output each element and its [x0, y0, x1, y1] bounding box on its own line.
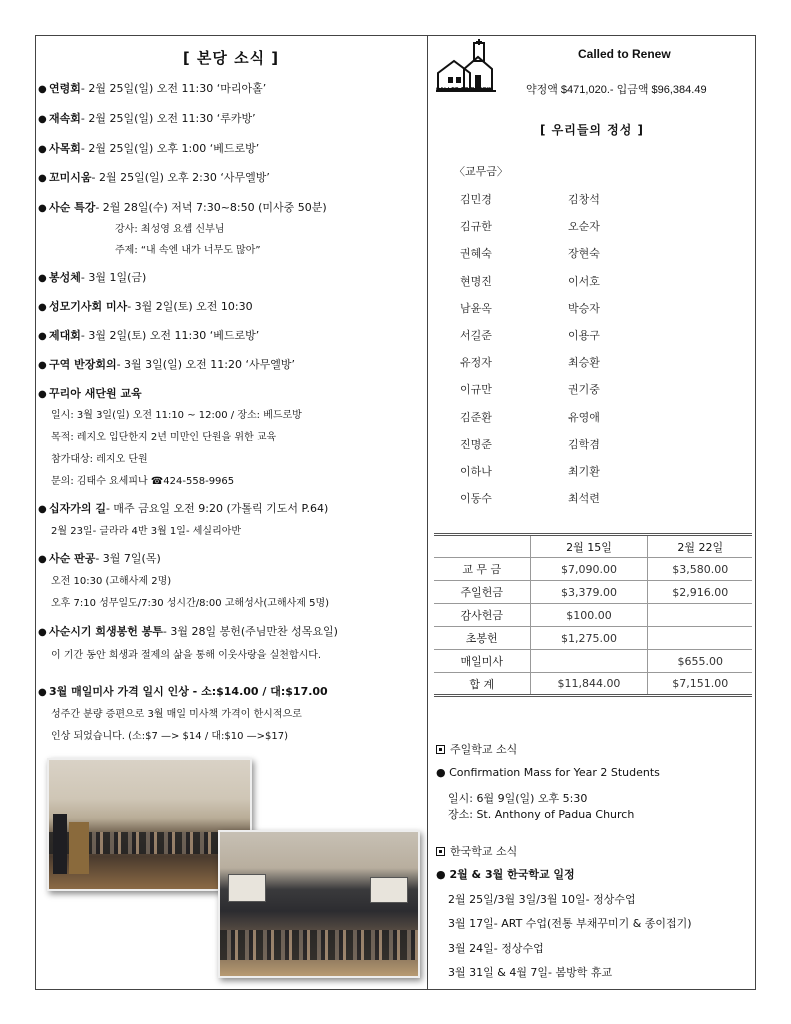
offering-title: [ 우리들의 정성 ] — [539, 123, 645, 137]
logo-text: CALLED TO RENEW — [436, 87, 493, 93]
news-item: ● 연령회- 2월 25일(일) 오전 11:30 ‘마리아홀’ — [38, 82, 267, 95]
news-item: ● 십자가의 길- 매주 금요일 오전 9:20 (가톨릭 기도서 P.64) — [38, 502, 329, 515]
lecture-photo — [218, 830, 420, 978]
square-bullet-icon — [436, 847, 445, 856]
news-item: ● 재속회- 2월 25일(일) 오전 11:30 ‘루카방’ — [38, 112, 256, 125]
bullet-icon: ● — [38, 687, 47, 698]
korean-school-title: 한국학교 소식 — [436, 843, 517, 859]
square-bullet-icon — [436, 745, 445, 754]
curia-line: 참가대상: 레지오 단원 — [51, 454, 148, 465]
table-header-row — [434, 535, 752, 558]
column-header: 2월 22일 — [648, 535, 752, 558]
projection-screen — [228, 874, 266, 902]
bullet-icon: ● — [38, 84, 47, 95]
table-row: 매일미사 $655.00 — [434, 650, 752, 673]
table-row: 주일헌금 $3,379.00 $2,916.00 — [434, 581, 752, 604]
news-item: ● 제대회- 3월 2일(토) 오전 11:30 ‘베드로방’ — [38, 329, 260, 342]
parish-news-title: [ 본당 소식 ] — [182, 49, 280, 67]
korean-school-item: ● 2월 & 3월 한국학교 일정 — [436, 868, 575, 881]
cross-schedule: 2월 23일- 글라라 4반 3월 1일- 세실리아반 — [51, 526, 242, 537]
bullet-icon: ● — [38, 273, 47, 284]
donor-row: 유정자 최승환 — [460, 356, 600, 370]
table-row: 감사헌금 $100.00 — [434, 604, 752, 627]
news-item: ● 사순 특강- 2월 28일(수) 저녁 7:30~8:50 (미사중 50분) — [38, 201, 327, 214]
news-item: ● 봉성체- 3월 1일(금) — [38, 271, 147, 284]
donor-row: 이규만 권기중 — [460, 383, 600, 397]
donor-row: 김규한 오순자 — [460, 220, 600, 234]
sunday-school-title: 주일학교 소식 — [436, 741, 517, 757]
donor-row: 이동수 최석련 — [460, 492, 600, 506]
donor-list — [460, 191, 720, 517]
korean-school-line: 2월 25일/3월 3일/3월 10일- 정상수업 — [448, 893, 636, 906]
bullet-icon: ● — [38, 302, 47, 313]
donor-row: 서길준 이용구 — [460, 328, 600, 342]
confession-line: 오후 7:10 성무일도/7:30 성시간/8:00 고해성사(고해사제 5명) — [51, 598, 330, 609]
news-item: ● 3월 매일미사 가격 일시 인상 - 소:$14.00 / 대:$17.00 — [38, 685, 328, 698]
donor-row: 권혜숙 장현숙 — [460, 247, 600, 261]
donor-row: 남윤옥 박승자 — [460, 301, 600, 315]
bullet-icon: ● — [38, 144, 47, 155]
parish-news-column — [35, 35, 427, 990]
news-item: ● 사순 판공- 3월 7일(목) — [38, 552, 161, 565]
curia-line: 목적: 레지오 입단한지 2년 미만인 단원을 위한 교육 — [51, 432, 277, 443]
news-item: ● 구역 반장회의- 3월 3일(일) 오전 11:20 ‘사무엘방’ — [38, 358, 295, 371]
dues-label: 〈교무금〉 — [454, 165, 508, 178]
bullet-icon: ● — [38, 114, 47, 125]
lecture-speaker: 강사: 최성영 요셉 신부님 — [115, 224, 225, 235]
table-row: 교 무 금 $7,090.00 $3,580.00 — [434, 558, 752, 581]
sacrifice-line: 이 기간 동안 희생과 절제의 삶을 통해 이웃사랑을 실천합시다. — [51, 650, 322, 661]
column-header: 2월 15일 — [530, 535, 648, 558]
podium — [69, 822, 89, 874]
bullet-icon: ● — [38, 203, 47, 214]
news-item: ● 꾸리아 새단원 교육 — [38, 387, 142, 400]
confession-line: 오전 10:30 (고해사제 2명) — [51, 576, 172, 587]
bullet-icon: ● — [38, 554, 47, 565]
bullet-icon: ● — [38, 389, 47, 400]
news-item: ● 꼬미시움- 2월 25일(일) 오후 2:30 ‘사무엘방’ — [38, 171, 270, 184]
korean-school-line: 3월 31일 & 4월 7일- 봄방학 휴교 — [448, 966, 613, 979]
bullet-icon: ● — [38, 173, 47, 184]
bullet-icon: ● — [38, 627, 47, 638]
donor-row: 현명진 이서호 — [460, 274, 600, 288]
speaker-figure — [53, 814, 67, 874]
news-item: ● 사순시기 희생봉헌 봉투- 3월 28일 봉헌(주님만찬 성목요일) — [38, 625, 338, 638]
curia-line: 문의: 김태수 요세피나 ☎424-558-9965 — [51, 476, 235, 487]
korean-school-line: 3월 24일- 정상수업 — [448, 942, 544, 955]
offering-column — [428, 35, 756, 990]
donor-row: 진명준 김학겸 — [460, 437, 600, 451]
missal-line: 성주간 분량 증편으로 3월 매일 미사책 가격이 한시적으로 — [51, 709, 302, 720]
missal-line: 인상 되었습니다. (소:$7 —> $14 / 대:$10 —>$17) — [51, 731, 289, 742]
sunday-school-line: 장소: St. Anthony of Padua Church — [448, 808, 635, 821]
audience-area — [220, 930, 418, 960]
news-item: ● 사목회- 2월 25일(일) 오후 1:00 ‘베드로방’ — [38, 142, 260, 155]
table-total-row: 합 계 $11,844.00 $7,151.00 — [434, 673, 752, 696]
renew-amounts: 약정액 $471,020.- 입금액 $96,384.49 — [526, 84, 707, 96]
projection-screen — [370, 877, 408, 903]
lecture-topic: 주제: “내 속엔 내가 너무도 많아” — [115, 245, 261, 256]
sunday-school-item: ● Confirmation Mass for Year 2 Students — [436, 766, 660, 779]
donor-row: 이하나 최기환 — [460, 464, 600, 478]
offering-table — [434, 533, 752, 697]
korean-school-line: 3월 17일- ART 수업(전통 부채꾸미기 & 종이접기) — [448, 917, 692, 930]
table-row: 초봉헌 $1,275.00 — [434, 627, 752, 650]
sunday-school-line: 일시: 6월 9일(일) 오후 5:30 — [448, 792, 588, 805]
bullet-icon: ● — [38, 331, 47, 342]
renew-title: Called to Renew — [578, 47, 671, 61]
bullet-icon: ● — [38, 504, 47, 515]
donor-row: 김민경 김창석 — [460, 193, 600, 206]
news-item: ● 성모기사회 미사- 3월 2일(토) 오전 10:30 — [38, 300, 253, 313]
donor-row: 김준환 유영애 — [460, 410, 600, 424]
bullet-icon: ● — [38, 360, 47, 371]
curia-line: 일시: 3월 3일(일) 오전 11:10 ~ 12:00 / 장소: 베드로방 — [51, 410, 302, 421]
